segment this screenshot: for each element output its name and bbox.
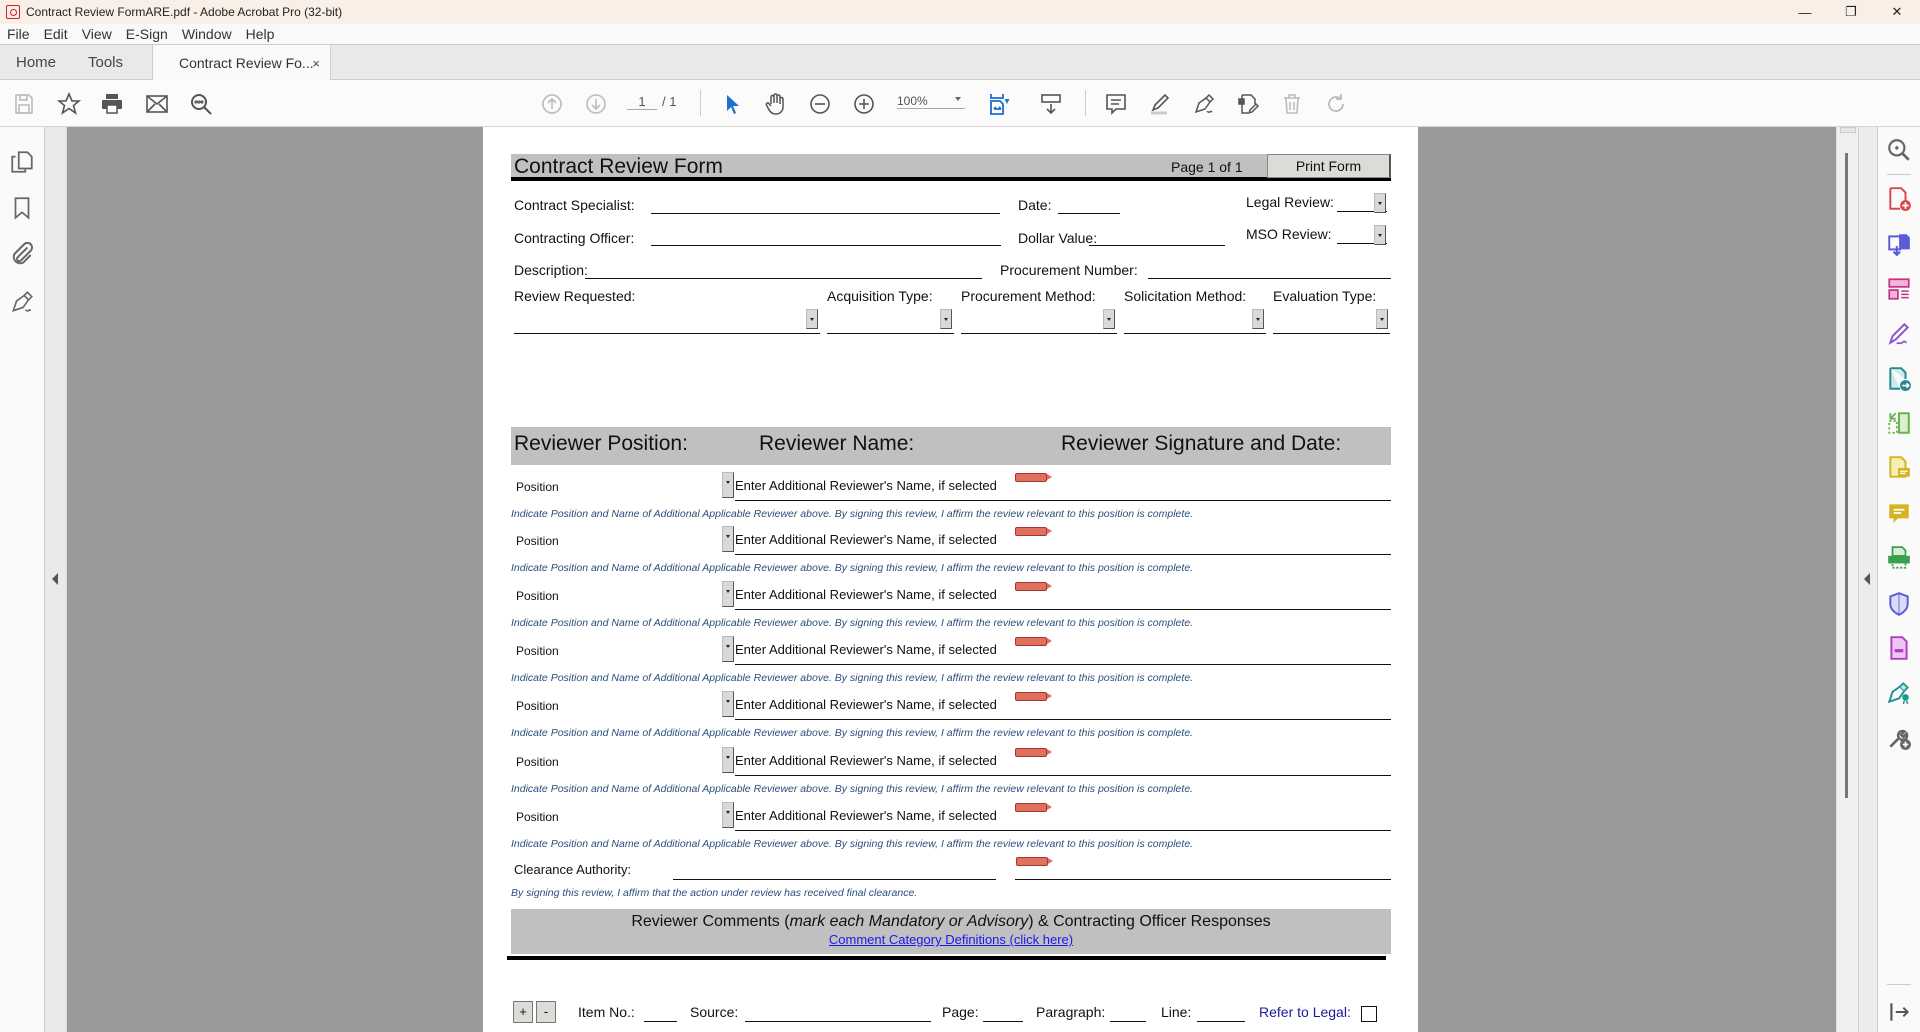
zoom-level-select[interactable] [897, 94, 965, 109]
legal-review-dropdown-arrow[interactable] [1374, 193, 1386, 213]
evaluation-type-label: Evaluation Type: [1273, 288, 1377, 304]
sign-here-tag[interactable] [1015, 473, 1047, 482]
reviewer-signature-field[interactable] [1015, 609, 1391, 610]
item-no-field[interactable] [644, 1021, 677, 1022]
search-icon[interactable] [187, 90, 215, 118]
tools-pane [1878, 127, 1920, 1032]
comment-definitions-link[interactable]: Comment Category Definitions (click here) [828, 932, 1074, 947]
procurement-method-dropdown[interactable] [961, 333, 1117, 334]
save-icon[interactable] [10, 90, 38, 118]
reviewer-name-field[interactable]: Enter Additional Reviewer's Name, if selected [735, 697, 997, 712]
acquisition-type-label: Acquisition Type: [827, 288, 933, 304]
organize-forms-icon[interactable] [1886, 276, 1912, 302]
reviewer-name-heading: Reviewer Name: [759, 432, 915, 455]
create-pdf-icon[interactable] [1886, 186, 1912, 212]
delete-icon[interactable] [1278, 90, 1306, 118]
reviewer-signature-field[interactable] [1015, 554, 1391, 555]
zoom-find-icon[interactable] [1886, 137, 1912, 163]
title-bar [0, 0, 1920, 24]
procurement-number-field[interactable] [1148, 278, 1391, 279]
redact-icon[interactable] [1886, 635, 1912, 661]
more-tools-icon[interactable] [1886, 725, 1912, 751]
zoom-in-icon[interactable] [850, 90, 878, 118]
reviewer-section-header [511, 427, 1391, 465]
bookmarks-icon[interactable] [9, 195, 35, 221]
menu-edit[interactable]: Edit [43, 26, 68, 42]
procurement-method-label: Procurement Method: [961, 288, 1096, 304]
reviewer-name-field[interactable]: Enter Additional Reviewer's Name, if selected [735, 642, 997, 657]
reviewer-signature-heading: Reviewer Signature and Date: [1061, 432, 1342, 455]
expand-right-pane-icon[interactable] [1864, 573, 1870, 585]
evaluation-type-dropdown[interactable] [1273, 333, 1390, 334]
reviewer-name-underline [735, 664, 1022, 665]
zoom-out-icon[interactable] [806, 90, 834, 118]
reviewer-name-underline [735, 830, 1022, 831]
left-navigation-pane [0, 127, 45, 1032]
scroll-mode-icon[interactable] [1037, 90, 1065, 118]
refer-to-legal-label: Refer to Legal: [1259, 1004, 1351, 1020]
reviewer-position-dropdown[interactable]: Position [516, 589, 559, 603]
collapse-panel-icon[interactable] [1886, 999, 1912, 1025]
reviewer-position-dropdown-arrow[interactable] [722, 526, 734, 552]
mso-review-dropdown-arrow[interactable] [1374, 225, 1386, 245]
source-label: Source: [690, 1004, 739, 1020]
line-label: Line: [1161, 1004, 1192, 1020]
item-no-label: Item No.: [578, 1004, 635, 1020]
vertical-scrollbar[interactable] [1836, 127, 1858, 1032]
hand-icon[interactable] [762, 90, 790, 118]
add-item-button[interactable]: + [513, 1001, 533, 1023]
fill-sign-icon[interactable] [1886, 321, 1912, 347]
print-icon[interactable] [98, 90, 126, 118]
procurement-number-label: Procurement Number: [1000, 262, 1138, 278]
dollar-value-field[interactable] [1089, 245, 1225, 246]
reviewer-name-underline [735, 775, 1022, 776]
email-icon[interactable] [143, 90, 171, 118]
reviewer-signature-field[interactable] [1015, 500, 1391, 501]
solicitation-method-label: Solicitation Method: [1124, 288, 1247, 304]
export-pdf-icon[interactable] [1886, 231, 1912, 257]
close-tab-icon[interactable]: × [312, 55, 320, 71]
form-page-indicator: Page 1 of 1 [1171, 159, 1243, 175]
highlight-icon[interactable] [1146, 90, 1174, 118]
reviewer-name-field[interactable]: Enter Additional Reviewer's Name, if selected [735, 808, 997, 823]
reviewer-note: Indicate Position and Name of Additional Applicable Reviewer above. By signing this review, I affirm the review relevant to this position is complete. [511, 783, 1194, 795]
scrollbar-top-cap [1840, 127, 1856, 133]
contract-specialist-field[interactable] [651, 213, 1000, 214]
comments-heading-text-end: ) & Contracting Officer Responses [1028, 913, 1271, 930]
menu-esign[interactable]: E-Sign [125, 26, 168, 42]
reviewer-name-field[interactable]: Enter Additional Reviewer's Name, if selected [735, 587, 997, 602]
rotate-icon[interactable] [1322, 90, 1350, 118]
page-field[interactable] [983, 1021, 1023, 1022]
attachments-icon[interactable] [9, 241, 35, 267]
reviewer-signature-field[interactable] [1015, 830, 1391, 831]
reviewer-position-dropdown[interactable]: Position [516, 644, 559, 658]
scrollbar-thumb[interactable] [1845, 153, 1848, 798]
toolbar-divider [1085, 90, 1086, 116]
minimize-button[interactable]: — [1798, 4, 1812, 20]
close-window-button[interactable]: ✕ [1891, 4, 1903, 19]
page-label: Page: [942, 1004, 979, 1020]
contracting-officer-field[interactable] [651, 245, 1001, 246]
certificates-icon[interactable] [1886, 680, 1912, 706]
reviewer-note: Indicate Position and Name of Additional Applicable Reviewer above. By signing this review, I affirm the review relevant to this position is complete. [511, 562, 1194, 574]
reviewer-signature-field[interactable] [1015, 775, 1391, 776]
comment-icon[interactable] [1886, 500, 1912, 526]
comments-section-header [511, 909, 1391, 954]
menu-window[interactable]: Window [181, 26, 232, 42]
reviewer-name-field[interactable]: Enter Additional Reviewer's Name, if selected [735, 753, 997, 768]
bookmark-star-icon[interactable] [55, 90, 83, 118]
procurement-method-dropdown-arrow[interactable] [1103, 309, 1115, 329]
clearance-authority-label: Clearance Authority: [514, 862, 632, 877]
select-cursor-icon[interactable] [718, 90, 746, 118]
right-pane-toggle[interactable] [1858, 127, 1878, 1032]
menu-bar [0, 24, 1920, 44]
sign-here-tag[interactable] [1015, 637, 1047, 646]
edit-pdf-icon[interactable] [1234, 90, 1262, 118]
reviewer-note: Indicate Position and Name of Additional Applicable Reviewer above. By signing this review, I affirm the review relevant to this position is complete. [511, 617, 1194, 629]
description-field[interactable] [585, 278, 982, 279]
clearance-note: By signing this review, I affirm that the action under review has received final clearance. [511, 887, 918, 899]
tab-document-label: Contract Review Fo... [179, 55, 314, 71]
reviewer-name-field[interactable]: Enter Additional Reviewer's Name, if selected [735, 532, 997, 547]
organize-pages-icon[interactable] [1886, 410, 1912, 436]
form-title: Contract Review Form [514, 155, 723, 178]
reviewer-position-dropdown[interactable]: Position [516, 810, 559, 824]
solicitation-method-dropdown[interactable] [1124, 333, 1266, 334]
page-total: / 1 [662, 94, 677, 109]
tab-home[interactable]: Home [16, 54, 57, 71]
reviewer-position-dropdown-arrow[interactable] [722, 636, 734, 662]
reviewer-position-dropdown-arrow[interactable] [722, 802, 734, 828]
sign-here-tag[interactable] [1015, 803, 1047, 812]
tab-bar [0, 44, 1920, 80]
reviewer-note: Indicate Position and Name of Additional Applicable Reviewer above. By signing this review, I affirm the review relevant to this position is complete. [511, 672, 1194, 684]
tab-tools[interactable]: Tools [88, 54, 124, 71]
chevron-down-icon [955, 97, 961, 101]
date-label: Date: [1018, 197, 1052, 213]
section-divider [507, 956, 1386, 960]
document-viewport [67, 127, 1836, 1032]
menu-help[interactable]: Help [245, 26, 275, 42]
protect-icon[interactable] [1886, 591, 1912, 617]
acrobat-app-icon [6, 5, 20, 19]
review-requested-label: Review Requested: [514, 288, 636, 304]
reviewer-name-underline [735, 719, 1022, 720]
print-production-icon[interactable] [1886, 545, 1912, 571]
fit-page-icon[interactable] [985, 90, 1013, 118]
clearance-authority-name-field[interactable] [673, 879, 996, 880]
left-pane-toggle[interactable] [45, 127, 67, 1032]
reviewer-name-underline [735, 609, 1022, 610]
tab-document[interactable] [152, 45, 331, 81]
reviewer-name-underline [735, 554, 1022, 555]
comment-icon[interactable] [1102, 90, 1130, 118]
refer-to-legal-checkbox[interactable] [1361, 1006, 1377, 1022]
menu-file[interactable]: File [7, 26, 30, 42]
pdf-page [483, 127, 1418, 1032]
comments-heading-italic: mark each Mandatory or Advisory [789, 913, 1029, 930]
print-form-button[interactable]: Print Form [1267, 154, 1391, 178]
reviewer-name-underline [735, 500, 1022, 501]
toolbar-divider [700, 90, 701, 116]
source-field[interactable] [745, 1021, 931, 1022]
description-label: Description: [514, 262, 588, 278]
reviewer-position-dropdown[interactable]: Position [516, 755, 559, 769]
comment-file-icon[interactable] [1886, 455, 1912, 481]
legal-review-label: Legal Review: [1246, 194, 1334, 210]
sign-icon[interactable] [1190, 90, 1218, 118]
dollar-value-label: Dollar Value: [1018, 230, 1098, 246]
page-number-input[interactable]: 1 [627, 94, 657, 110]
solicitation-method-dropdown-arrow[interactable] [1252, 309, 1264, 329]
signatures-icon[interactable] [9, 289, 35, 315]
comments-heading [511, 913, 1391, 931]
zoom-level-value: 100% [897, 94, 928, 108]
comments-heading-text: Reviewer Comments ( [631, 913, 790, 930]
sign-here-tag[interactable] [1015, 748, 1047, 757]
reviewer-position-dropdown[interactable]: Position [516, 534, 559, 548]
menu-view[interactable]: View [81, 26, 112, 42]
page-thumbnails-icon[interactable] [9, 149, 35, 175]
paragraph-field[interactable] [1110, 1021, 1146, 1022]
review-requested-dropdown[interactable] [514, 333, 820, 334]
maximize-button[interactable]: ❐ [1845, 4, 1857, 19]
reviewer-position-dropdown[interactable]: Position [516, 480, 559, 494]
reviewer-position-dropdown[interactable]: Position [516, 699, 559, 713]
send-pdf-icon[interactable] [1886, 366, 1912, 392]
paragraph-label: Paragraph: [1036, 1004, 1106, 1020]
reviewer-position-heading: Reviewer Position: [514, 432, 688, 455]
form-header [511, 154, 1391, 181]
window-title: Contract Review FormARE.pdf - Adobe Acrobat Pro (32-bit) [26, 5, 343, 19]
reviewer-signature-field[interactable] [1015, 664, 1391, 665]
sign-here-tag[interactable] [1015, 527, 1047, 536]
acquisition-type-dropdown-arrow[interactable] [940, 309, 952, 329]
contracting-officer-label: Contracting Officer: [514, 230, 635, 246]
reviewer-note: Indicate Position and Name of Additional Applicable Reviewer above. By signing this review, I affirm the review relevant to this position is complete. [511, 727, 1194, 739]
review-requested-dropdown-arrow[interactable] [806, 309, 818, 329]
reviewer-name-field[interactable]: Enter Additional Reviewer's Name, if selected [735, 478, 997, 493]
reviewer-position-dropdown-arrow[interactable] [722, 747, 734, 773]
sign-here-tag[interactable] [1015, 692, 1047, 701]
reviewer-position-dropdown-arrow[interactable] [722, 581, 734, 607]
remove-item-button[interactable]: - [536, 1001, 556, 1023]
reviewer-note: Indicate Position and Name of Additional Applicable Reviewer above. By signing this review, I affirm the review relevant to this position is complete. [511, 838, 1194, 850]
mso-review-label: MSO Review: [1246, 226, 1332, 242]
date-field[interactable] [1058, 213, 1120, 214]
acquisition-type-dropdown[interactable] [827, 333, 954, 334]
evaluation-type-dropdown-arrow[interactable] [1376, 309, 1388, 329]
reviewer-signature-field[interactable] [1015, 719, 1391, 720]
reviewer-position-dropdown-arrow[interactable] [722, 472, 734, 498]
tools-pane-divider [1887, 984, 1911, 985]
contract-specialist-label: Contract Specialist: [514, 197, 635, 213]
page-down-icon[interactable] [582, 90, 610, 118]
toolbar [0, 80, 1920, 127]
sign-here-tag[interactable] [1015, 582, 1047, 591]
sign-here-tag[interactable] [1016, 857, 1048, 866]
reviewer-position-dropdown-arrow[interactable] [722, 691, 734, 717]
reviewer-note: Indicate Position and Name of Additional Applicable Reviewer above. By signing this review, I affirm the review relevant to this position is complete. [511, 508, 1194, 520]
page-up-icon[interactable] [538, 90, 566, 118]
tools-pane-divider [1887, 174, 1911, 175]
expand-left-pane-icon[interactable] [52, 573, 58, 585]
clearance-signature-field[interactable] [1015, 879, 1391, 880]
line-field[interactable] [1197, 1021, 1245, 1022]
